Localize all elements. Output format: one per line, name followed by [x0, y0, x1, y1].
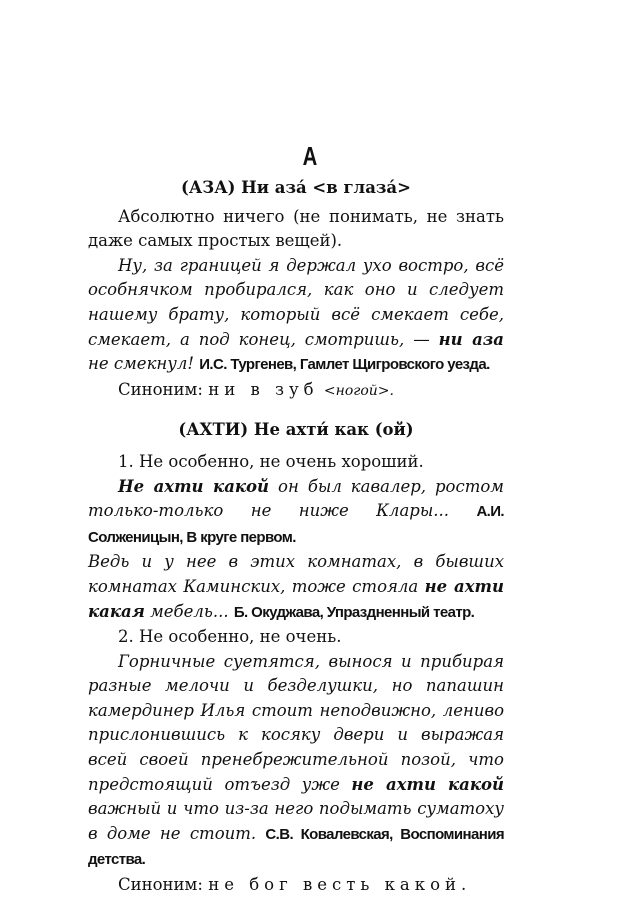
entry-aza-definition: Абсолютно ничего (не понимать, не знать даже самых простых вещей). — [88, 206, 504, 251]
example-text: Ведь и у нее в этих комнатах, в бывших комнатах Каминских, тоже стояла — [88, 552, 504, 596]
entry-akhti-sense-1: 1. Не особенно, не очень хороший. — [118, 451, 424, 471]
example-text: он был кавалер, ростом только-только не ниже Клары... — [88, 476, 504, 521]
example-source: А.И. Солженицын, В круге первом. — [88, 503, 504, 546]
example-idiom: не ахти какой — [351, 774, 504, 794]
entries-column — [88, 176, 504, 898]
entry-akhti-example-2 — [88, 550, 504, 625]
section-letter: А — [302, 141, 318, 171]
entry-akhti-sense-2: 2. Не особенно, не очень. — [118, 627, 342, 647]
synonym-value: не бог весть какой. — [208, 875, 472, 895]
entry-aza-synonym — [88, 378, 504, 404]
synonym-label: Синоним: — [118, 875, 203, 895]
synonym-note: <ногой>. — [323, 382, 394, 399]
example-idiom: Не ахти какой — [118, 476, 270, 496]
synonym-value: ни в зуб — [208, 379, 319, 399]
entry-akhti-example-1 — [88, 475, 504, 551]
example-text: не смекнул! — [88, 354, 194, 374]
example-idiom: не ахти какая — [88, 576, 504, 621]
example-source: Б. Окуджава, Упраздненный театр. — [233, 603, 475, 621]
example-source: И.С. Тургенев, Гамлет Щигровского уезда. — [199, 356, 490, 374]
entry-akhti-example-3 — [88, 650, 504, 873]
entry-akhti-headword: (АХТИ) Не ахти́ как (ой) — [178, 420, 414, 440]
example-source: С.В. Ковалевская, Воспоминания детства. — [88, 825, 504, 869]
example-text: Горничные суетятся, вынося и прибирая разные мелочи и безделушки, но папашин камердинер Илья стоит неподвижно, лениво прислонившись к косяку двери и выражая всей своей пренебрежительной позой, что предстоящий отъезд уже — [88, 651, 504, 794]
entry-aza-headword: (АЗА) Ни аза́ <в глаза́> — [181, 178, 411, 197]
example-idiom: ни аза — [438, 329, 504, 349]
synonym-label: Синоним: — [118, 379, 203, 399]
example-text: Ну, за границей я держал ухо востро, всё особнячком пробирался, как оно и следует нашему брату, который всё смекает себе, смекает, а под конец, смотришь, — — [88, 255, 504, 349]
example-text: важный и что из-за него подымать суматоху в доме не стоит. — [88, 799, 504, 843]
example-text: мебель... — [144, 601, 229, 621]
entry-aza-example — [88, 254, 504, 378]
entry-akhti-synonym — [88, 873, 504, 898]
